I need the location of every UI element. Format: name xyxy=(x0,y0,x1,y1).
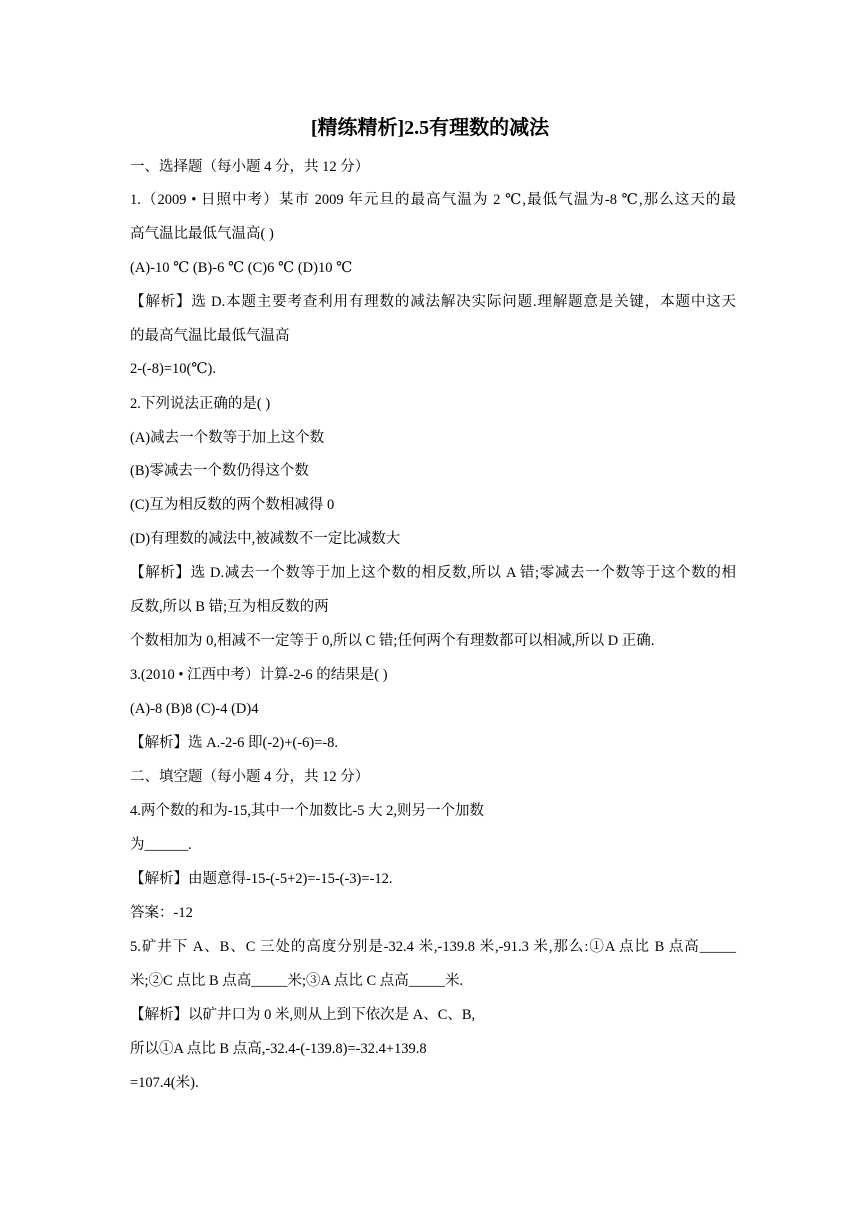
analysis-2-line-2: 反数,所以 B 错;互为相反数的两 xyxy=(130,599,329,615)
question-4-line-2: 为______. xyxy=(130,837,192,853)
analysis-1-line-3: 2-(-8)=10(℃). xyxy=(130,361,216,377)
question-1-line-2: 高气温比最低气温高( ) xyxy=(130,226,274,242)
question-2-option-b: (B)零减去一个数仍得这个数 xyxy=(130,463,309,479)
question-5-line-2: 米;②C 点比 B 点高_____米;③A 点比 C 点高_____米. xyxy=(130,973,464,989)
analysis-2-line-1: 【解析】选 D.减去一个数等于加上这个数的相反数,所以 A 错;零减去一个数等于这个数的相 xyxy=(130,565,736,581)
answer-4: 答案：-12 xyxy=(130,905,193,921)
section-heading-choice: 一、选择题（每小题 4 分，共 12 分） xyxy=(130,159,370,175)
question-2-stem: 2.下列说法正确的是( ) xyxy=(130,396,271,412)
analysis-5-line-1: 【解析】以矿井口为 0 米,则从上到下依次是 A、C、B, xyxy=(130,1007,476,1023)
analysis-5-line-3: =107.4(米). xyxy=(130,1075,199,1091)
question-2-option-d: (D)有理数的减法中,被减数不一定比减数大 xyxy=(130,531,401,547)
analysis-1-line-1: 【解析】选 D.本题主要考查利用有理数的减法解决实际问题.理解题意是关键，本题中这天 xyxy=(130,294,736,310)
question-2-option-c: (C)互为相反数的两个数相减得 0 xyxy=(130,497,335,513)
analysis-5-line-2: 所以①A 点比 B 点高,-32.4-(-139.8)=-32.4+139.8 xyxy=(130,1041,427,1057)
analysis-2-line-3: 个数相加为 0,相减不一定等于 0,所以 C 错;任何两个有理数都可以相减,所以 D 正确. xyxy=(130,633,655,649)
question-2-option-a: (A)减去一个数等于加上这个数 xyxy=(130,430,325,446)
question-3-options: (A)-8 (B)8 (C)-4 (D)4 xyxy=(130,701,259,717)
analysis-3: 【解析】选 A.-2-6 即(-2)+(-6)=-8. xyxy=(130,735,339,751)
analysis-1-line-2: 的最高气温比最低气温高 xyxy=(130,328,290,344)
question-3-stem: 3.(2010 • 江西中考）计算-2-6 的结果是( ) xyxy=(130,667,388,683)
question-1-line-1: 1.（2009 • 日照中考）某市 2009 年元旦的最高气温为 2 ℃,最低气温为-8 ℃,那么这天的最 xyxy=(130,192,736,208)
question-4-line-1: 4.两个数的和为-15,其中一个加数比-5 大 2,则另一个加数 xyxy=(130,803,485,819)
section-heading-fill: 二、填空题（每小题 4 分，共 12 分） xyxy=(130,769,370,785)
question-1-options: (A)-10 ℃ (B)-6 ℃ (C)6 ℃ (D)10 ℃ xyxy=(130,260,353,276)
question-5-line-1: 5.矿井下 A、B、C 三处的高度分别是-32.4 米,-139.8 米,-91.3 米,那么:①A 点比 B 点高_____ xyxy=(130,939,736,955)
analysis-4: 【解析】由题意得-15-(-5+2)=-15-(-3)=-12. xyxy=(130,871,393,887)
document-title: [精练精析]2.5有理数的减法 xyxy=(310,117,550,139)
